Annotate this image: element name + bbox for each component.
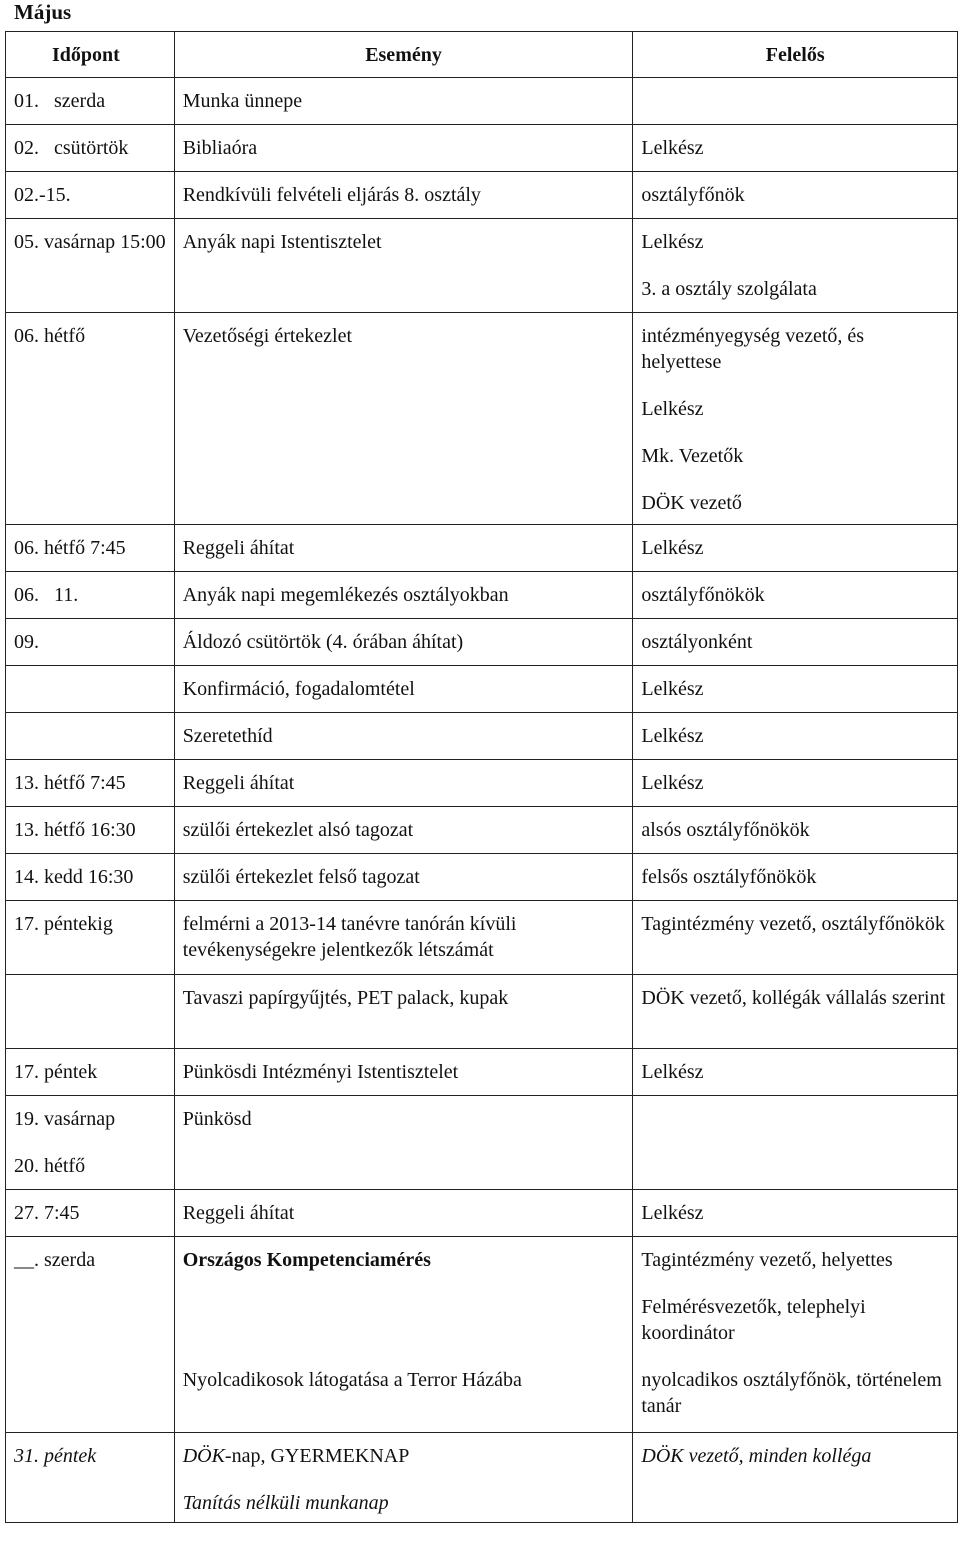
responsible-cell: felsős osztályfőnökök [633, 854, 958, 901]
responsible-line: intézményegység vezető, és helyettese [641, 325, 865, 373]
event-line: Országos Kompetenciamérés [182, 1249, 431, 1271]
time-line: 19. vasárnap [14, 1108, 116, 1130]
event-cell: Munka ünnepe [174, 78, 633, 125]
event-cell: szülői értekezlet alsó tagozat [174, 807, 633, 854]
table-row [6, 901, 958, 975]
event-cell: Reggeli áhítat [174, 525, 633, 572]
responsible-cell: Lelkész [633, 666, 958, 713]
responsible-line: DÖK vezető [641, 492, 742, 514]
time-cell [6, 666, 175, 713]
responsible-cell: Lelkész [633, 760, 958, 807]
time-cell: 17. péntek [6, 1049, 175, 1096]
time-cell: 13. hétfő 7:45 [6, 760, 175, 807]
event-cell: Szeretethíd [174, 713, 633, 760]
event-cell: felmérni a 2013-14 tanévre tanórán kívüli tevékenységekre jelentkezők létszámát [174, 901, 633, 975]
responsible-line: Tagintézmény vezető, helyettes [641, 1249, 893, 1271]
responsible-line: Lelkész [641, 398, 704, 420]
time-cell [6, 1096, 175, 1190]
schedule-table [5, 31, 958, 1523]
table-row [6, 313, 958, 525]
responsible-line: nyolcadikos osztályfőnök, történelem tanár [641, 1369, 942, 1417]
table-row [6, 1237, 958, 1433]
time-cell: 05. vasárnap 15:00 [6, 219, 175, 313]
table-row [6, 619, 958, 666]
header-event: Esemény [174, 32, 633, 78]
table-row [6, 1096, 958, 1190]
event-cell [174, 1433, 633, 1523]
responsible-cell: DÖK vezető, minden kolléga [633, 1433, 958, 1523]
table-row [6, 1190, 958, 1237]
table-row [6, 172, 958, 219]
responsible-cell: osztályonként [633, 619, 958, 666]
event-part: -nap, GYERMEKNAP [224, 1445, 410, 1467]
responsible-cell: osztályfőnökök [633, 572, 958, 619]
table-row [6, 713, 958, 760]
event-cell: Anyák napi Istentisztelet [174, 219, 633, 313]
event-cell: szülői értekezlet felső tagozat [174, 854, 633, 901]
header-row [6, 32, 958, 78]
responsible-cell: Lelkész [633, 525, 958, 572]
responsible-cell: Tagintézmény vezető, osztályfőnökök [633, 901, 958, 975]
event-cell: Reggeli áhítat [174, 1190, 633, 1237]
table-row [6, 572, 958, 619]
time-cell: 02.-15. [6, 172, 175, 219]
responsible-line: 3. a osztály szolgálata [641, 278, 817, 300]
responsible-cell: DÖK vezető, kollégák vállalás szerint [633, 975, 958, 1049]
event-cell: Reggeli áhítat [174, 760, 633, 807]
time-cell: 02. csütörtök [6, 125, 175, 172]
table-row [6, 1049, 958, 1096]
time-cell: __. szerda [6, 1237, 175, 1433]
time-cell: 06. 11. [6, 572, 175, 619]
time-cell: 06. hétfő 7:45 [6, 525, 175, 572]
responsible-cell: alsós osztályfőnökök [633, 807, 958, 854]
time-cell: 01. szerda [6, 78, 175, 125]
event-line: Tanítás nélküli munkanap [182, 1492, 389, 1514]
responsible-cell: Lelkész [633, 713, 958, 760]
event-cell: Áldozó csütörtök (4. órában áhítat) [174, 619, 633, 666]
responsible-line: Mk. Vezetők [641, 445, 744, 467]
responsible-cell: osztályfőnök [633, 172, 958, 219]
table-row [6, 807, 958, 854]
time-cell: 14. kedd 16:30 [6, 854, 175, 901]
event-cell [174, 1237, 633, 1433]
table-row [6, 666, 958, 713]
responsible-line: Lelkész [641, 231, 704, 253]
responsible-cell [633, 1096, 958, 1190]
event-part: DÖK [182, 1445, 225, 1467]
event-cell: Anyák napi megemlékezés osztályokban [174, 572, 633, 619]
event-cell: Vezetőségi értekezlet [174, 313, 633, 525]
responsible-cell: Lelkész [633, 125, 958, 172]
time-cell [6, 975, 175, 1049]
event-cell: Bibliaóra [174, 125, 633, 172]
table-row [6, 854, 958, 901]
time-cell: 06. hétfő [6, 313, 175, 525]
header-responsible: Felelős [633, 32, 958, 78]
table-row [6, 78, 958, 125]
table-row [6, 525, 958, 572]
responsible-cell [633, 1237, 958, 1433]
responsible-cell [633, 313, 958, 525]
responsible-line: Felmérésvezetők, telephelyi koordinátor [641, 1296, 866, 1344]
time-cell: 17. péntekig [6, 901, 175, 975]
responsible-cell: Lelkész [633, 1190, 958, 1237]
table-row [6, 1433, 958, 1523]
page-heading: Május [14, 0, 72, 24]
event-cell: Pünkösdi Intézményi Istentisztelet [174, 1049, 633, 1096]
event-cell: Rendkívüli felvételi eljárás 8. osztály [174, 172, 633, 219]
time-line: 20. hétfő [14, 1155, 86, 1177]
table-row [6, 975, 958, 1049]
responsible-cell [633, 219, 958, 313]
event-line [183, 1443, 625, 1469]
responsible-cell: Lelkész [633, 1049, 958, 1096]
responsible-cell [633, 78, 958, 125]
time-cell: 27. 7:45 [6, 1190, 175, 1237]
event-cell: Konfirmáció, fogadalomtétel [174, 666, 633, 713]
event-cell: Tavaszi papírgyűjtés, PET palack, kupak [174, 975, 633, 1049]
table-row [6, 760, 958, 807]
event-line: Nyolcadikosok látogatása a Terror Házába [182, 1369, 522, 1391]
event-cell: Pünkösd [174, 1096, 633, 1190]
table-row [6, 219, 958, 313]
time-cell: 31. péntek [6, 1433, 175, 1523]
time-cell [6, 713, 175, 760]
time-cell: 13. hétfő 16:30 [6, 807, 175, 854]
time-cell: 09. [6, 619, 175, 666]
header-time: Időpont [6, 32, 175, 78]
table-row [6, 125, 958, 172]
